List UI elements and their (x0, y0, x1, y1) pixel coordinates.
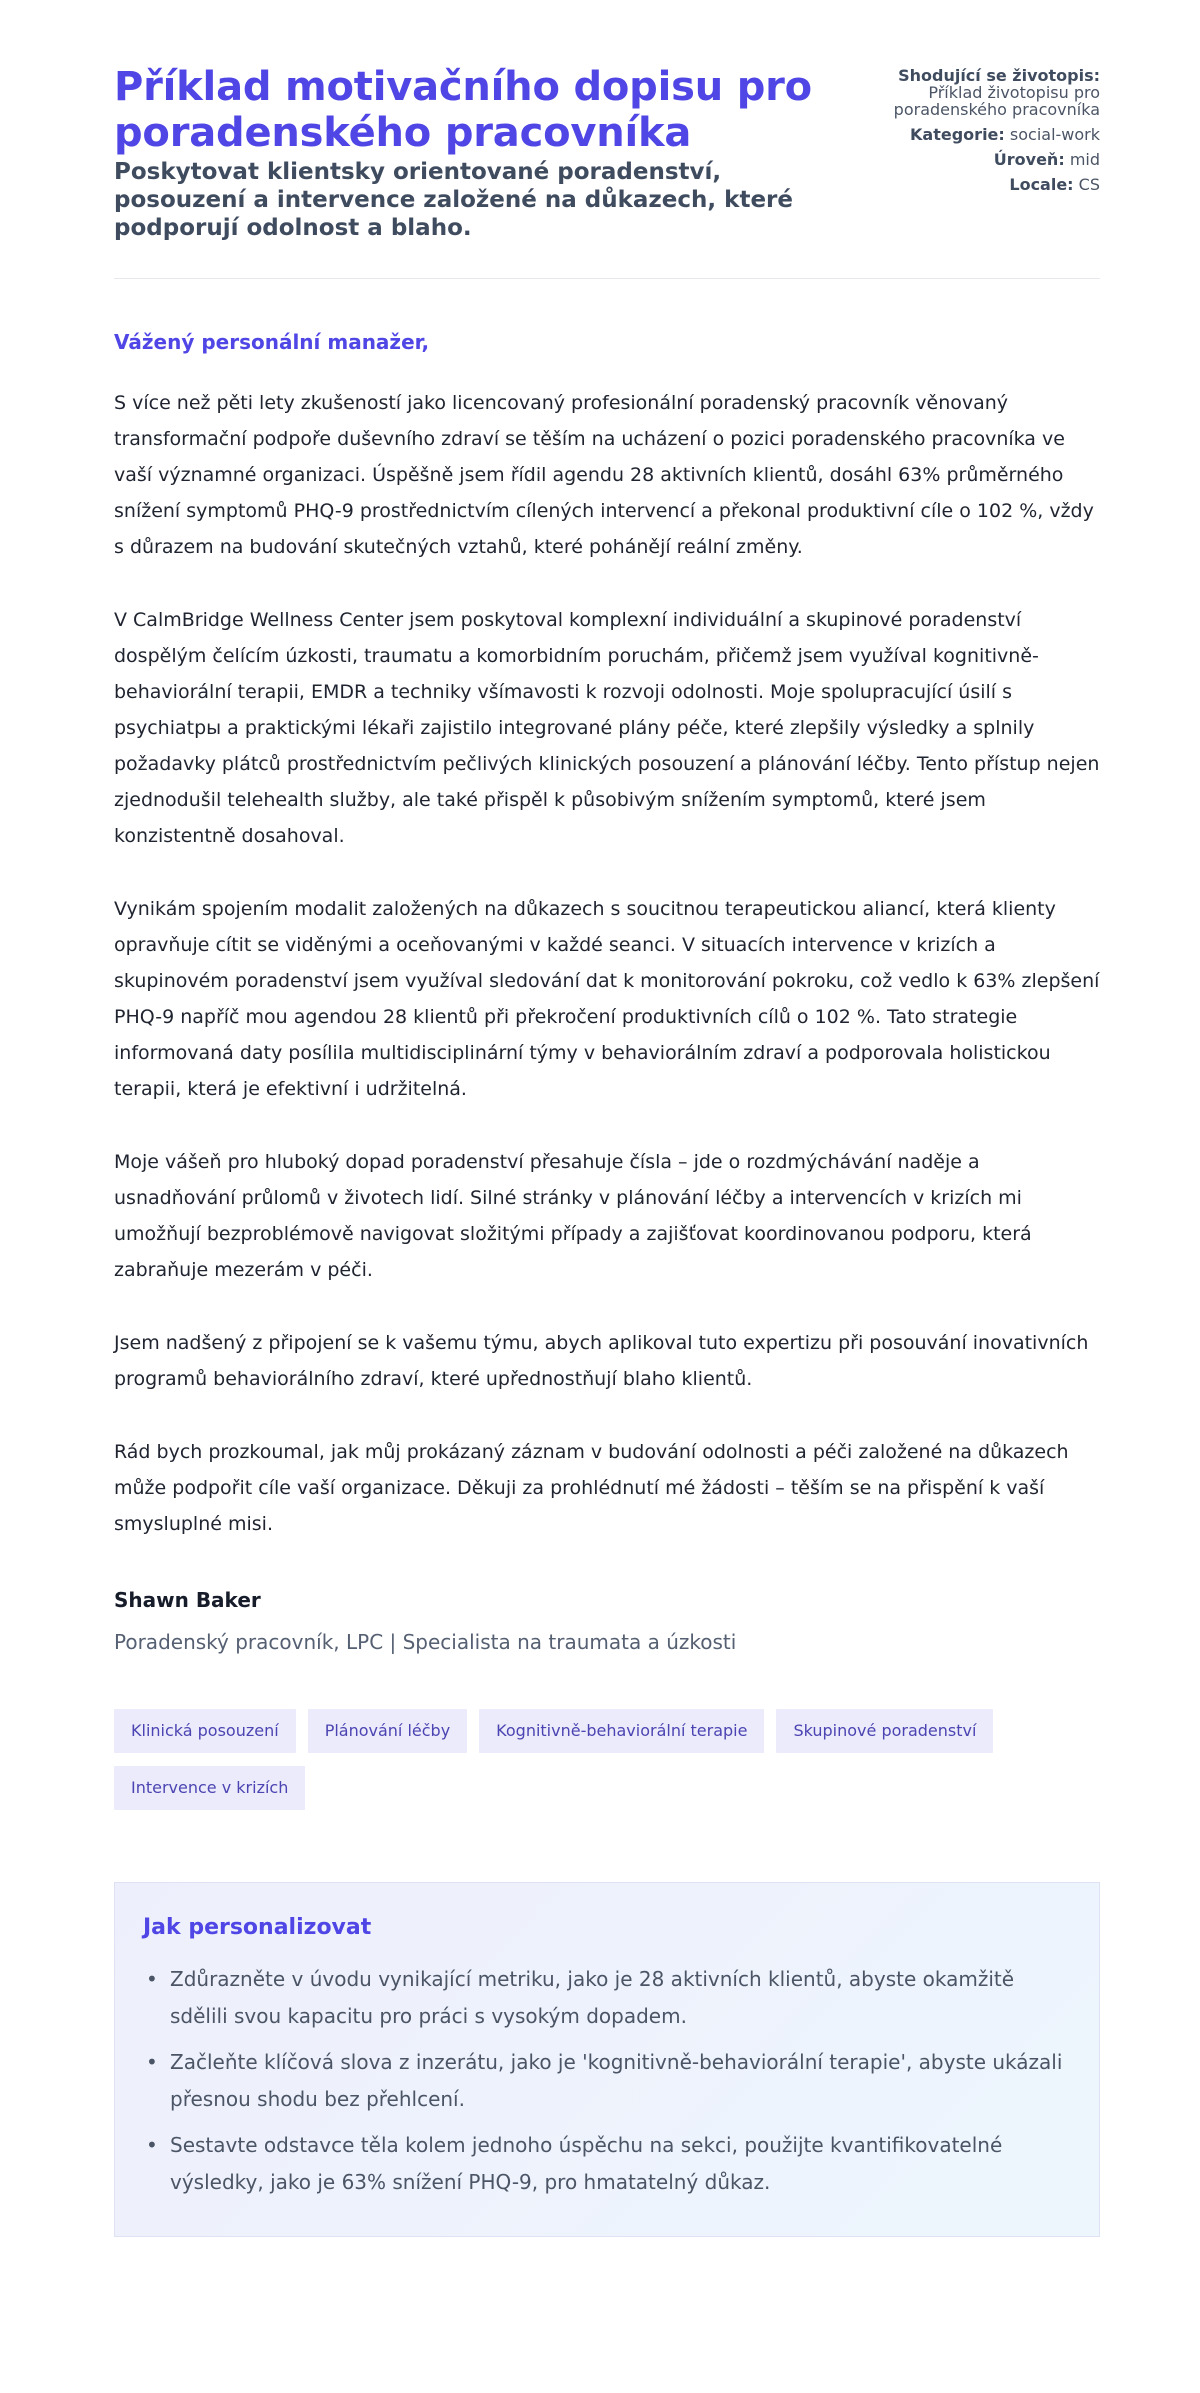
cover-letter-page (114, 0, 1100, 2237)
letter-paragraph: Vynikám spojením modalit založených na důkazech s soucitnou terapeutickou aliancí, která klienty opravňuje cítit se viděnými a oceňovanými v každé seanci. V situacích intervence v krizích a skupinovém poradenství jsem využíval sledování dat k monitorování pokroku, což vedlo k 63% zlepšení PHQ-9 napříč mou agendou 28 klientů při překročení produktivních cílů o 102 %. Tato strategie informovaná daty posílila multidisciplinární týmy v behaviorálním zdraví a podporovala holistickou terapii, která je efektivní i udržitelná. (114, 898, 1100, 1100)
meta-matching-resume (860, 67, 1100, 118)
meta-resume-label: Shodující se životopis: (898, 66, 1100, 85)
meta-category-label: Kategorie: (910, 125, 1005, 144)
tip-item (143, 1961, 1071, 2035)
skill-tags (114, 1709, 1100, 1810)
tip-item (143, 2044, 1071, 2118)
skill-tag: Skupinové poradenství (776, 1709, 993, 1753)
letter-greeting: Vážený personální manažer, (114, 330, 430, 354)
meta-locale (860, 176, 1100, 193)
skill-tag: Klinická posouzení (114, 1709, 296, 1753)
meta-info (860, 64, 1100, 201)
meta-level-label: Úroveň: (993, 150, 1065, 169)
letter-paragraph: Rád bych prozkoumal, jak můj prokázaný záznam v budování odolnosti a péči založené na důkazech může podpořit cíle vaší organizace. Děkuji za prohlédnutí mé žádosti – těším se na přispění k vaší smysluplné misi. (114, 1441, 1069, 1535)
letter-paragraph: Moje vášeň pro hluboký dopad poradenství přesahuje čísla – jde o rozdmýchávání naděje a usnadňování průlomů v životech lidí. Silné stránky v plánování léčby a intervencích v krizích mi umožňují bezproblémově navigovat složitými případy a zajišťovat koordinovanou podporu, která zabraňuje mezerám v péči. (114, 1151, 1032, 1281)
header-title-block (114, 64, 834, 242)
bullet-icon: • (146, 1967, 158, 1991)
meta-category (860, 126, 1100, 143)
skill-tag: Kognitivně-behaviorální terapie (479, 1709, 764, 1753)
tip-text: Zdůrazněte v úvodu vynikající metriku, jako je 28 aktivních klientů, abyste okamžitě sdělili svou kapacitu pro práci s vysokým dopadem. (170, 1967, 1015, 2028)
personalization-tips (114, 1882, 1100, 2237)
tip-text: Začleňte klíčová slova z inzerátu, jako je 'kognitivně-behaviorální terapie', abyste ukázali přesnou shodu bez přehlcení. (170, 2050, 1063, 2111)
tips-list (143, 1961, 1071, 2201)
letter-body (114, 385, 1100, 1542)
bullet-icon: • (146, 2050, 158, 2074)
tip-item (143, 2127, 1071, 2201)
meta-category-value: social-work (1009, 125, 1100, 144)
tips-title: Jak personalizovat (143, 1915, 372, 1940)
skill-tag: Plánování léčby (308, 1709, 467, 1753)
bullet-icon: • (146, 2133, 158, 2157)
meta-locale-value: CS (1078, 175, 1100, 194)
letter-paragraph: Jsem nadšený z připojení se k vašemu týmu, abych aplikoval tuto expertizu při posouvání inovativních programů behaviorálního zdraví, které upřednostňují blaho klientů. (114, 1332, 1089, 1390)
letter-paragraph: V CalmBridge Wellness Center jsem poskytoval komplexní individuální a skupinové poradenství dospělým čelícím úzkosti, traumatu a komorbidním poruchám, přičemž jsem využíval kognitivně-behaviorální terapii, EMDR a techniky všímavosti k rozvoji odolnosti. Moje spolupracující úsilí s psychiatры a praktickými lékaři zajistilo integrované plány péče, které zlepšily výsledky a splnily požadavky plátců prostřednictvím pečlivých klinických posouzení a plánování léčby. Tento přístup nejen zjednodušil telehealth služby, ale také přispěl k působivým snížením symptomů, které jsem konzistentně dosahoval. (114, 609, 1100, 847)
meta-level (860, 151, 1100, 168)
letter-paragraph: S více než pěti lety zkušeností jako licencovaný profesionální poradenský pracovník věnovaný transformační podpoře duševního zdraví se těším na ucházení o pozici poradenského pracovníka ve vaší významné organizaci. Úspěšně jsem řídil agendu 28 aktivních klientů, dosáhl 63% průměrného snížení symptomů PHQ-9 prostřednictvím cílených intervencí a překonal produktivní cíle o 102 %, vždy s důrazem na budování skutečných vztahů, které pohánějí reální změny. (114, 392, 1094, 558)
meta-locale-label: Locale: (1009, 175, 1074, 194)
page-header (114, 64, 1100, 279)
meta-resume-value: Příklad životopisu pro poradenského pracovníka (893, 83, 1100, 119)
meta-level-value: mid (1069, 150, 1100, 169)
page-subtitle: Poskytovat klientsky orientované poradenství, posouzení a intervence založené na důkazech, které podporují odolnost a blaho. (114, 159, 793, 241)
page-title: Příklad motivačního dopisu pro poradenského pracovníka (114, 64, 812, 156)
tip-text: Sestavte odstavce těla kolem jednoho úspěchu na sekci, použijte kvantifikovatelné výsledky, jako je 63% snížení PHQ-9, pro hmatatelný důkaz. (170, 2133, 1003, 2194)
skill-tag: Intervence v krizích (114, 1766, 305, 1810)
signature-name: Shawn Baker (114, 1588, 261, 1612)
signature-block (114, 1587, 1100, 1655)
signature-title: Poradenský pracovník, LPC | Specialista na traumata a úzkosti (114, 1630, 737, 1654)
